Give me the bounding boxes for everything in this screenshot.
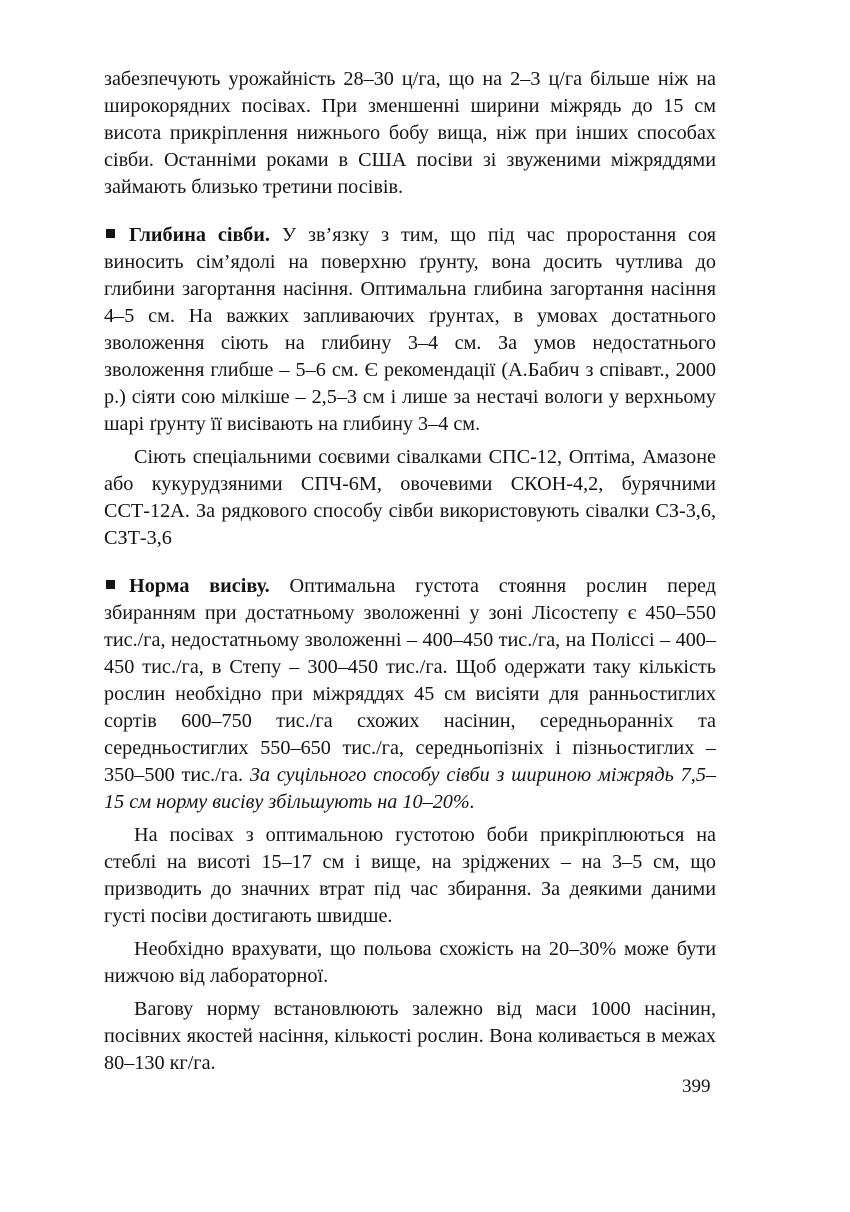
section-text-seeding-rate: Оптимальна густота стояння рослин перед збиранням при достатньому зволоженні у зоні Лісостепу є 450–550 тис./га, недостатньому зволоженні – 400–450 тис./га, на Поліссі – 400–450 тис./га, в Степу – 300–450 тис./га. Щоб одержати таку кількість рослин необхідно при міжряддях 45 см висіяти для ранньостиглих сортів 600–750 тис./га схожих насінин, середньоранніх та середньостиглих 550–650 тис./га, середньопізніх і пізньостиглих – 350–500 тис./га. bbox=[104, 575, 716, 786]
square-bullet-icon bbox=[106, 580, 115, 589]
paragraph-seeders: Сіють спеціальними соєвими сівалками СПС-12, Оптіма, Амазоне або кукурудзяними СПЧ-6М, овочевими СКОН-4,2, бурячними ССТ-12А. За рядкового способу сівби використовують сівалки СЗ-3,6, СЗТ-3,6 bbox=[104, 446, 716, 549]
page-body bbox=[104, 66, 716, 1077]
section-title-sowing-depth: Глибина сівби. bbox=[129, 224, 270, 246]
section-seeding-rate bbox=[104, 573, 716, 816]
paragraph-continuation: забезпечують урожайність 28–30 ц/га, що на 2–3 ц/га більше ніж на широкорядних посівах. При зменшенні ширини міжрядь до 15 см висота прикріплення нижнього бобу вища, ніж при інших способах сівби. Останніми роками в США посіви зі звуженими міжряддями займають близько третини посівів. bbox=[104, 68, 716, 198]
paragraph-field-germination: Необхідно врахувати, що польова схожість на 20–30% може бути нижчою від лабораторної. bbox=[104, 938, 716, 987]
section-italic-note: За суцільного способу сівби з шириною міжрядь 7,5–15 см норму висіву збільшують на 10–20%. bbox=[104, 764, 717, 813]
section-title-seeding-rate: Норма висіву. bbox=[129, 575, 270, 597]
section-sowing-depth bbox=[104, 222, 716, 438]
paragraph-pod-height: На посівах з оптимальною густотою боби прикріплюються на стеблі на висоті 15–17 см і вище, на зріджених – на 3–5 см, що призводить до значних втрат під час збирання. За деякими даними густі посіви достигають швидше. bbox=[104, 824, 716, 927]
paragraph-weight-rate: Вагову норму встановлюють залежно від маси 1000 насінин, посівних якостей насіння, кількості рослин. Вона коливається в межах 80–130 кг/га. bbox=[104, 998, 716, 1074]
section-text-sowing-depth: У зв’язку з тим, що під час проростання соя виносить сім’ядолі на поверхню ґрунту, вона досить чутлива до глибини загортання насіння. Оптимальна глибина загортання насіння 4–5 см. На важких запливаючих ґрунтах, в умовах достатнього зволоження сіють на глибину 3–4 см. За умов недостатнього зволоження глибше – 5–6 см. Є рекомендації (А.Бабич з співавт., 2000 р.) сіяти сою мілкіше – 2,5–3 см і лише за нестачі вологи у верхньому шарі ґрунту її висівають на глибину 3–4 см. bbox=[104, 224, 717, 435]
square-bullet-icon bbox=[106, 229, 115, 238]
page-number: 399 bbox=[682, 1076, 711, 1097]
